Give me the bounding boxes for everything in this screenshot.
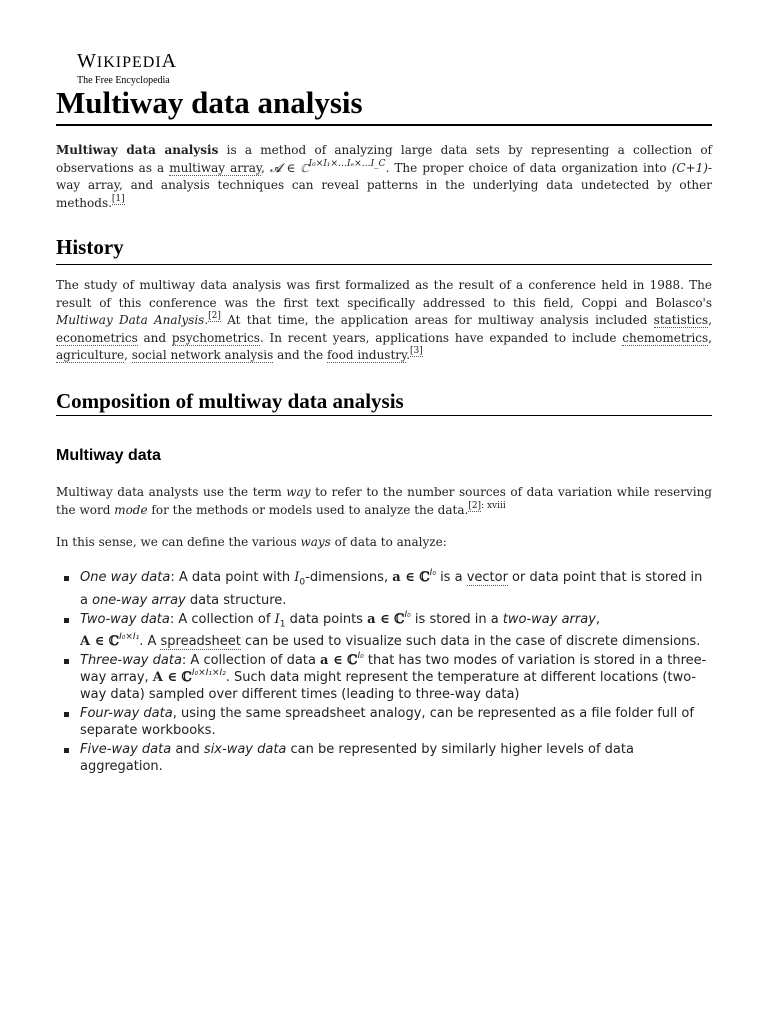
wikipedia-logo[interactable] [77,50,217,87]
composition-divider [56,415,712,416]
citation-2[interactable]: [2] [208,311,221,321]
link-vector[interactable]: vector [466,570,508,585]
heading-history: History [56,235,124,259]
citation-3[interactable]: [3] [410,346,423,356]
link-econometrics[interactable]: econometrics [56,330,138,345]
book-title: Multiway Data Analysis [56,313,205,327]
list-item-four-way: Four-way data, using the same spreadsheet analogy, can be represented as a file folder full of separate workbooks. [62,705,712,739]
math-tensor-a: 𝓐 ∈ ℂ [269,160,309,175]
heading-composition: Composition of multiway data analysis [56,389,404,413]
bullet-icon [64,712,69,717]
link-food-industry[interactable]: food industry [326,348,407,362]
ways-list [62,569,712,777]
history-divider [56,264,712,265]
page-title: Multiway data analysis [56,85,363,120]
link-chemometrics[interactable]: chemometrics [622,330,709,345]
intro-paragraph: Multiway data analysis is a method of analyzing large data sets by representing a collection of observations as a multiway array, 𝓐 ∈ ℂ$^{I_0\times I_1\times\dots I_e\times\dots I\_C}$. The proper choice of data organization into (C+1)-way array, and analysis techniques can reveal patterns in the underlying data undetected by other methods.[1] [56,143,712,210]
citation-2b[interactable]: [2] [468,500,482,511]
math-tensor-a3: A ∈ ℂ [152,670,192,686]
intro-bold-term: Multiway data analysis [56,143,219,157]
math-vector-a: a ∈ ℂ [320,653,358,669]
link-multiway-array[interactable]: multiway array [169,160,262,175]
wikipedia-tagline: The Free Encyclopedia [77,75,170,86]
math-i0: I [294,570,300,585]
bullet-icon [64,576,69,581]
list-item-one-way: One way data: A data point with $I_0$-dimensions, a ∈ ℂ$^{I_0}$ is a vector or data point that is stored in a one-way array data structure. [62,569,712,609]
composition-paragraph-2: In this sense, we can define the various ways of data to analyze: [56,535,447,549]
link-psychometrics[interactable]: psychometrics [171,330,260,345]
link-statistics[interactable]: statistics [653,313,709,327]
subheading-multiway-data: Multiway data [56,447,161,464]
math-vector-a: a ∈ ℂ [367,611,405,627]
citation-1[interactable]: [1] [111,193,125,204]
bullet-icon [64,659,69,664]
math-i1: I [274,611,280,627]
link-social-network-analysis[interactable]: social network analysis [131,348,274,362]
math-matrix-a: A ∈ ℂ [80,634,120,650]
link-spreadsheet[interactable]: spreadsheet [160,634,241,650]
wikipedia-wordmark: WIKIPEDIA [77,50,178,72]
link-agriculture[interactable]: agriculture [56,348,125,362]
composition-paragraph-1: Multiway data analysts use the term way to refer to the number sources of data variation while reserving the word mode for the methods or models used to analyze the data.$^{[2]: xviii}$ [56,485,712,517]
title-divider [56,124,712,126]
history-paragraph: The study of multiway data analysis was first formalized as the result of a conference held in 1988. The result of this conference was the first text specifically addressed to this field, Coppi and Bolasco's Multiway Data Analysis.[2] At that time, the application areas for multiway analysis included statistics, econometrics and psychometrics. In recent years, applications have expanded to include chemometrics, agriculture, social network analysis and the food industry.[3] [56,278,712,362]
bullet-icon [64,748,69,753]
list-item-two-way: Two-way data: A collection of $I_1$ data points a ∈ ℂ$^{I_0}$ is stored in a two-way array, A ∈ ℂ$^{I_0\times I_1}$. A spreadsheet can be used to visualize such data in the case of discrete dimensions. [62,611,712,651]
list-item-three-way: Three-way data: A collection of data a ∈ ℂ$^{I_0}$ that has two modes of variation is stored in a three-way array, A ∈ ℂ$^{I_0\times I_1\times I_2}$. Such data might represent the temperature at different locations (two-way data) sampled over different times (leading to three-way data) [62,652,712,703]
bullet-icon [64,618,69,623]
math-tensor-a-sup: I₀×I₁×…Iₑ×…I_C [308,158,386,169]
list-item-five-way: Five-way data and six-way data can be represented by similarly higher levels of data aggregation. [62,741,712,775]
math-vector-a: a ∈ ℂ [392,570,430,585]
